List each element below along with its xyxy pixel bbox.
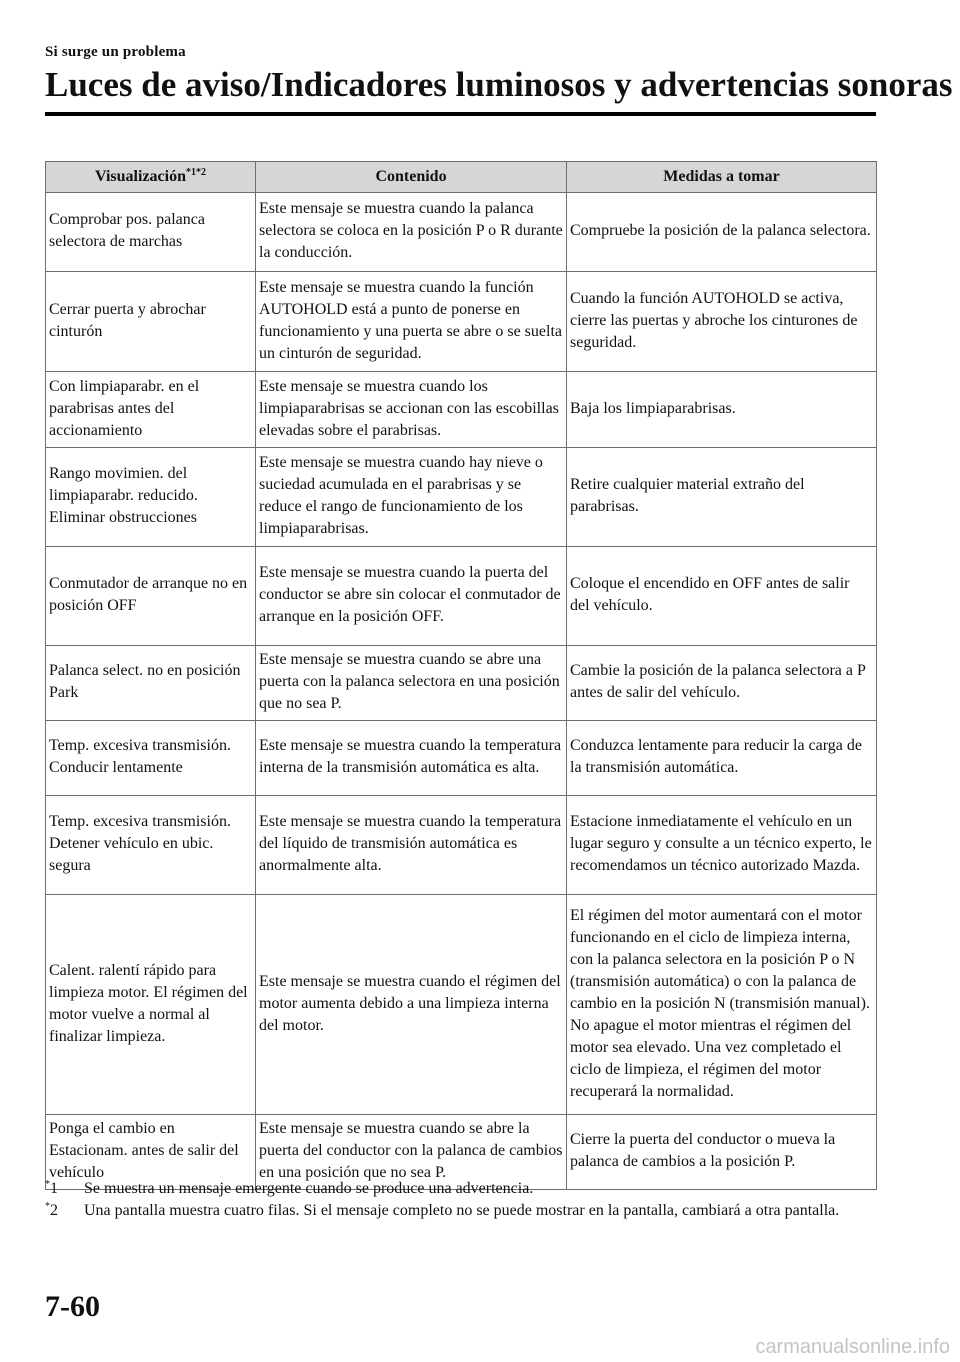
action-cell: Cuando la función AUTOHOLD se activa, cierre las puertas y abroche los cinturones de seguridad. [567,272,877,372]
content-cell: Este mensaje se muestra cuando hay nieve o suciedad acumulada en el parabrisas y se reduce el rango de funcionamiento de los limpiaparabrisas. [256,448,567,547]
table-row [46,796,877,895]
content-cell: Este mensaje se muestra cuando la puerta del conductor se abre sin colocar el conmutador de arranque en la posición OFF. [256,547,567,646]
display-cell: Palanca select. no en posición Park [46,646,256,721]
action-cell: Cambie la posición de la palanca selectora a P antes de salir del vehículo. [567,646,877,721]
action-cell: Estacione inmediatamente el vehículo en un lugar seguro y consulte a un técnico experto, le recomendamos un técnico autorizado Mazda. [567,796,877,895]
title-rule [45,112,876,116]
table-row [46,721,877,796]
content-cell: Este mensaje se muestra cuando se abre una puerta con la palanca selectora en una posición que no sea P. [256,646,567,721]
section-label: Si surge un problema [45,44,186,60]
content-cell: Este mensaje se muestra cuando el régimen del motor aumenta debido a una limpieza interna del motor. [256,895,567,1115]
display-cell: Rango movimien. del limpiaparabr. reducido. Eliminar obstrucciones [46,448,256,547]
table-row [46,547,877,646]
column-header-content: Contenido [256,162,567,193]
action-cell: Coloque el encendido en OFF antes de salir del vehículo. [567,547,877,646]
display-cell: Temp. excesiva transmisión. Conducir lentamente [46,721,256,796]
footnote-1 [45,1178,876,1200]
display-cell: Temp. excesiva transmisión. Detener vehículo en ubic. segura [46,796,256,895]
content-cell: Este mensaje se muestra cuando la temperatura del líquido de transmisión automática es anormalmente alta. [256,796,567,895]
table-row [46,272,877,372]
display-cell: Cerrar puerta y abrochar cinturón [46,272,256,372]
footnote-2 [45,1200,876,1222]
table-row [46,646,877,721]
warning-message-table [45,161,877,1190]
column-header-action: Medidas a tomar [567,162,877,193]
action-cell: Conduzca lentamente para reducir la carga de la transmisión automática. [567,721,877,796]
table-row [46,193,877,272]
content-cell: Este mensaje se muestra cuando se abre la puerta del conductor con la palanca de cambios en una posición que no sea P. [256,1115,567,1190]
footnote-text: Una pantalla muestra cuatro filas. Si el mensaje completo no se puede mostrar en la pantalla, cambiará a otra pantalla. [84,1202,840,1219]
content-cell: Este mensaje se muestra cuando la palanca selectora se coloca en la posición P o R durante la conducción. [256,193,567,272]
column-header-display: Visualización$^{*1*2}$ [46,162,256,193]
display-cell: Calent. ralentí rápido para limpieza motor. El régimen del motor vuelve a normal al finalizar limpieza. [46,895,256,1115]
display-cell: Comprobar pos. palanca selectora de marchas [46,193,256,272]
table-header-row [46,162,877,193]
footnote-marker: *2 [45,1201,58,1219]
table-row [46,372,877,448]
page-title: Luces de aviso/Indicadores luminosos y advertencias sonoras [45,65,953,104]
page-number: 7-60 [45,1290,100,1323]
content-cell: Este mensaje se muestra cuando la función AUTOHOLD está a punto de ponerse en funcionamiento y una puerta se abre o se suelta un cinturón de seguridad. [256,272,567,372]
action-cell: Cierre la puerta del conductor o mueva la palanca de cambios a la posición P. [567,1115,877,1190]
footnote-marker: *1 [45,1179,58,1197]
content-cell: Este mensaje se muestra cuando la temperatura interna de la transmisión automática es alta. [256,721,567,796]
display-cell: Conmutador de arranque no en posición OFF [46,547,256,646]
content-cell: Este mensaje se muestra cuando los limpiaparabrisas se accionan con las escobillas elevadas sobre el parabrisas. [256,372,567,448]
column-header-footnote-ref: *1*2 [185,167,206,178]
footnotes [45,1178,876,1222]
action-cell: Baja los limpiaparabrisas. [567,372,877,448]
action-cell: Compruebe la posición de la palanca selectora. [567,193,877,272]
display-cell: Ponga el cambio en Estacionam. antes de salir del vehículo [46,1115,256,1190]
action-cell: Retire cualquier material extraño del parabrisas. [567,448,877,547]
display-cell: Con limpiaparabr. en el parabrisas antes del accionamiento [46,372,256,448]
watermark: carmanualsonline.info [755,1336,950,1358]
footnote-text: Se muestra un mensaje emergente cuando se produce una advertencia. [84,1180,534,1197]
table-row [46,895,877,1115]
table-row [46,448,877,547]
action-cell: El régimen del motor aumentará con el motor funcionando en el ciclo de limpieza interna, con la palanca selectora en la posición P o N (transmisión automática) o con la palanca de cambio en la posición N (transmisión manual). No apague el motor mientras el régimen del motor sea elevado. Una vez completado el ciclo de limpieza, el régimen del motor recuperará la normalidad. [567,895,877,1115]
